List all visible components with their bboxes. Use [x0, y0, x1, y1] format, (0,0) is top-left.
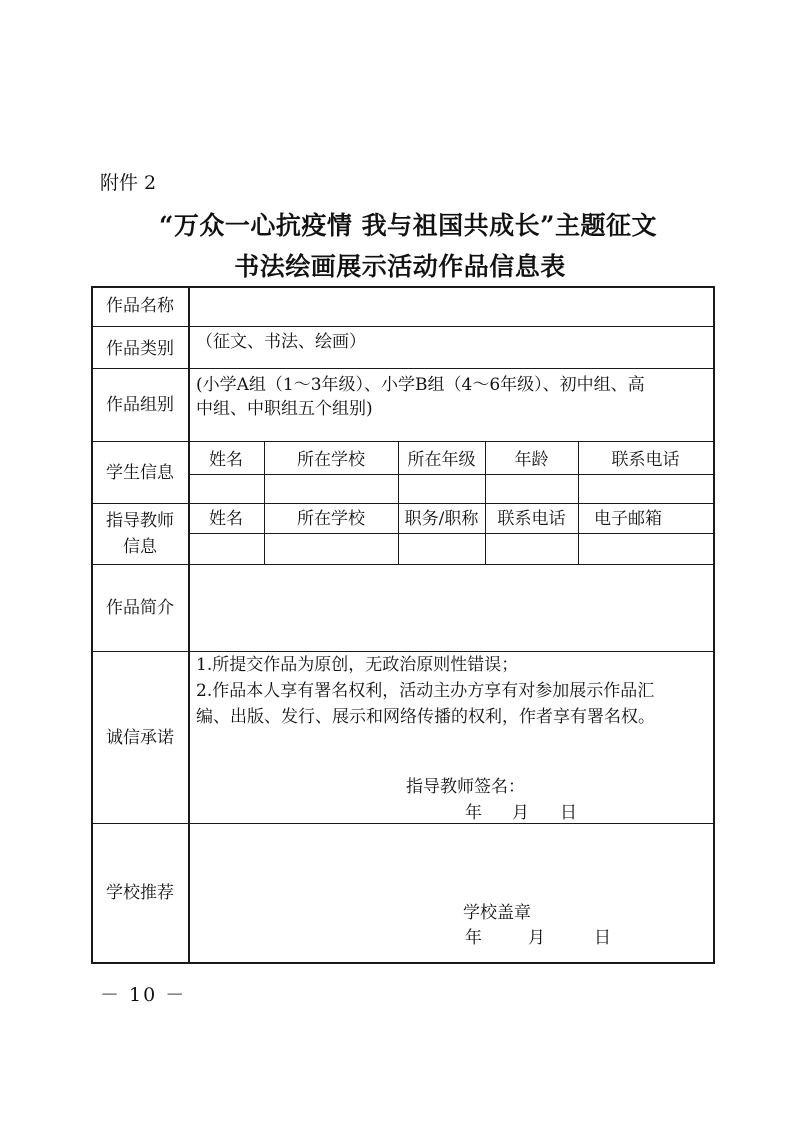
- pledge-line3: 编、出版、发行、展示和网络传播的权利，作者享有署名权。: [196, 707, 655, 727]
- student-col-grade: 所在年级: [407, 450, 476, 470]
- table-border-top: [91, 286, 715, 288]
- table-border-left: [91, 286, 93, 963]
- row-divider: [91, 326, 715, 327]
- school-recommend-label: 学校推荐: [106, 883, 174, 903]
- table-border-right: [713, 286, 715, 963]
- teacher-col-title: 职务/职称: [404, 509, 479, 529]
- pledge-date-month: 月: [512, 803, 529, 823]
- teacher-col-phone: 联系电话: [497, 509, 566, 529]
- document-title: “万众一心抗疫情 我与祖国共成长”主题征文: [159, 211, 657, 240]
- work-intro-label: 作品简介: [106, 598, 174, 618]
- teacher-signature-label: 指导教师签名：: [406, 777, 525, 797]
- student-col-age: 年龄: [514, 450, 549, 470]
- label-column-divider: [188, 286, 190, 963]
- pledge-date-year: 年: [465, 803, 482, 823]
- teacher-info-label-line1: 指导教师: [106, 511, 174, 531]
- pledge-line1: 1.所提交作品为原创，无政治原则性错误；: [196, 655, 519, 675]
- school-seal-label: 学校盖章: [463, 903, 531, 923]
- row-divider: [91, 503, 715, 504]
- student-col-school: 所在学校: [297, 450, 365, 470]
- teacher-col-name: 姓名: [209, 509, 243, 529]
- student-info-label: 学生信息: [106, 463, 174, 483]
- attachment-label: 附件 2: [100, 172, 157, 194]
- work-category-label: 作品类别: [106, 339, 174, 359]
- school-date-day: 日: [594, 928, 611, 948]
- row-divider: [91, 441, 715, 442]
- teacher-col-email: 电子邮箱: [594, 509, 662, 529]
- row-divider: [91, 368, 715, 369]
- pledge-label: 诚信承诺: [106, 728, 174, 748]
- student-col-name: 姓名: [209, 450, 243, 470]
- table-border-bottom: [91, 962, 715, 964]
- teacher-info-label-line2: 信息: [123, 537, 157, 557]
- school-date-year: 年: [465, 928, 482, 948]
- pledge-date-day: 日: [560, 803, 577, 823]
- teacher-subrow-divider: [188, 533, 714, 534]
- student-col-phone: 联系电话: [611, 450, 680, 470]
- pledge-line2: 2.作品本人享有署名权利，活动主办方享有对参加展示作品汇: [196, 681, 655, 701]
- row-divider: [91, 564, 715, 565]
- work-category-hint: （征文、书法、绘画）: [196, 332, 366, 352]
- work-group-label: 作品组别: [106, 395, 174, 415]
- work-name-label: 作品名称: [106, 296, 174, 316]
- document-subtitle: 书法绘画展示活动作品信息表: [234, 252, 566, 281]
- page-number: － 10 －: [100, 984, 187, 1006]
- student-subrow-divider: [188, 474, 714, 475]
- work-group-hint-line2: 中组、中职组五个组别): [196, 399, 373, 419]
- row-divider: [91, 823, 715, 824]
- teacher-col-school: 所在学校: [297, 509, 365, 529]
- work-group-hint-line1: (小学A组（1～3年级）、小学B组（4～6年级）、初中组、高: [196, 375, 645, 395]
- school-date-month: 月: [528, 928, 545, 948]
